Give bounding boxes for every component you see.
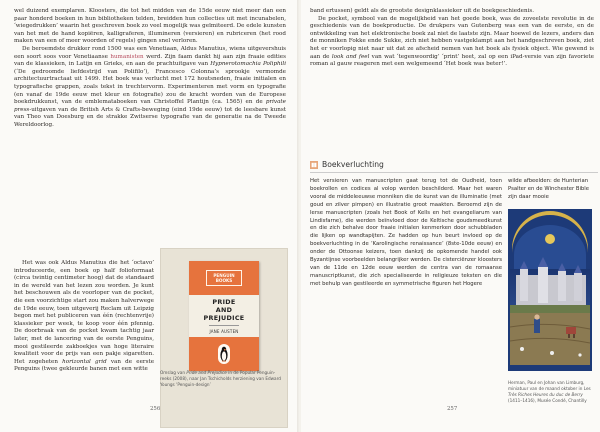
right-paragraph-1: band ertussen) geldt als de grootste designklassieker uit de boekgeschiedenis. <box>310 8 535 14</box>
section-rule <box>310 172 598 173</box>
penguin-book <box>189 261 259 371</box>
left-paragraph-3: Het was ook Aldus Manutius die het ‘octavo’ introduceerde, een boek op half folioformaat (circa twintig centimeter hoog) dat de standaard in de wereld van het lezen zou worden. Je kunt het beschouwen als de voorloper van de pocket, die een voorzichtige start zou maken halverwege de 19de eeuw, toen uitgeverij Reclam uit Leipzig begon met het publiceren van één (rechtenvrije) klassieker per week, te koop voor één pfennig. De doorbraak van de pocket kwam tachtig jaar later, met de lancering van de eerste Penguins, mooi gestileerde zakboekjes van hoge literaire kwaliteit voor de prijs van een pakje sigaretten. Het zogeheten horizontal grid van de eerste Penguins (twee gekleurde banen met een witte <box>14 260 154 373</box>
miniature-caption: Herman, Paul en Johan van Limburg, miniatuur van de maand oktober in Les Très Riches Heures du duc de Berry (1411–1416), Musée Condé, Chantilly <box>508 380 591 403</box>
page-number-left: 256 <box>150 406 161 412</box>
humanisten-link[interactable]: humanisten <box>110 53 144 60</box>
section-column-2: wilde afbeelden: de Hunterian Psalter en de Winchester Bible zijn daar mooie <box>508 178 590 200</box>
cover-caption: Omslag van Pride and Prejudice in de Popular Penguin-reeks (2008), naar Jan Tschicholds herziening van Edward Youngs ‘Penguin-design’ <box>160 370 281 387</box>
right-text-top <box>310 8 594 69</box>
cover-bottom-band <box>189 338 259 371</box>
cover-title-3: PREJUDICE <box>203 314 245 323</box>
left-text-column <box>14 260 154 374</box>
penguin-logo-icon <box>218 344 230 364</box>
cover-top-band <box>189 261 259 294</box>
penguin-cover-image <box>160 248 288 428</box>
cover-author: JANE AUSTEN <box>209 328 239 334</box>
book-icon <box>310 161 318 169</box>
section-header <box>310 160 384 169</box>
left-paragraph-2: De beroemdste drukker rond 1500 was een Venetiaan, Aldus Manutius, wiens uitgevershuis een soort soos voor Venetiaanse humanisten werd. Zijn faam dankt hij aan zijn fraaie edities van de klassieken, in Latijn en Grieks, en aan de prachtuitgave van Hypnerotomachia Poliphili (‘De gedroomde liefdestrijd van Polifilo’), Francesco Colonna’s sprookje vermomde architectuurtractaat uit 1499. Het boek was verlucht met 172 houtsneden, fraaie initialen en typografische grappen, zoals tekst in trechtervorm. Experimenteren met vorm en typografie (en vanaf de 19de eeuw met kleur en fotografie) zou de kracht worden van de Europese boekdrukkunst, van de emblemataboeken van Christoffel Plantijn (ca. 1565) en de private press-uitgaven van de British Arts & Crafts-beweging (eind 19de eeuw) tot de leesbare kunst van Theo van Doesburg en de strakke Zwitserse typografie van de generatie na de Tweede Wereldoorlog. <box>14 45 287 128</box>
miniature-illustration <box>508 209 592 371</box>
cover-title-area <box>189 294 259 338</box>
right-paragraph-2: De pocket, symbool van de mogelijkheid van het goede boek, was de zoveelste revolutie in de geschiedenis van de boekproductie. De drukpers van Gutenberg was een van de eerste, en de ontwikkeling van het elektronische boek zal niet de laatste zijn. Maar hoewel de lezers, anders dan de monniken Fokke ende Sukke, zich niet hebben vastgeklampt aan het handgeschreven boek, ziet het er voorlopig niet naar uit dat ze afscheid nemen van het boek als fysiek object. Wie gewend is aan de look and feel van wat ‘tegenwoordig’ ‘print’ heet, zal op een iPad-versie van zijn favoriete roman al gauw reageren met een welgemeend ‘Het boek was beter!’. <box>310 15 594 68</box>
left-text-top <box>14 8 286 130</box>
penguin-books-logo: PENGUIN BOOKS <box>206 270 242 286</box>
cover-rule <box>209 325 239 326</box>
section-title: Boekverluchting <box>322 160 384 169</box>
left-page <box>0 0 299 432</box>
cover-title-1: PRIDE <box>212 298 236 307</box>
limburg-miniature-image <box>508 209 592 371</box>
cover-title-2: AND <box>215 306 233 315</box>
section-column-1: Het versieren van manuscripten gaat terug tot de Oudheid, toen boekrollen en codices al volop werden beschilderd. Maar het waren vooral de middeleeuwse monniken die de kunst van de illuminatie (met goud en zilver pimpen) en illustratie groot maakten. Beroemd zijn de Ierse manuscripten (zoals het Book of Kells en het evangeliarum van Lindisfarne), die werden beïnvloed door de Keltische goudsmeedkunst en die zich behalve door fraaie initialen kenmerken door schubbladen die lijken op wandtapijten. Ze hadden op hun beurt invloed op de boekverluchting in de ‘Karolingische renaissance’ (8ste-10de eeuw) en onder de Ottoonse keizers, toen dankzij de opkomende handel ook Byzantijnse voorbeelden belangrijker werden. De cisterciënzer kloosters van de 11de en 12de eeuw werden de centra van de romaanse manuscriptkunst, die zich specialiseerde in religieuze teksten en die met behulp van gestileerde en symmetrische figuren het Hogere <box>310 178 502 287</box>
left-paragraph-1: wel duizend exemplaren. Kloosters, die tot het midden van de 15de eeuw niet meer dan een paar honderd boeken in hun bibliotheken telden, breidden hun collecties uit met incunabelen, ‘wiegedrukken’ waarin het geschreven boek zo veel mogelijk was geïmiteerd. De edele kunsten van het met de hand kopiëren, kalligraferen, illumineren (versieren) en rubriceren (het rood maken van een of meer woorden of regels) gingen snel verloren. <box>14 8 286 45</box>
page-number-right: 257 <box>447 406 458 412</box>
